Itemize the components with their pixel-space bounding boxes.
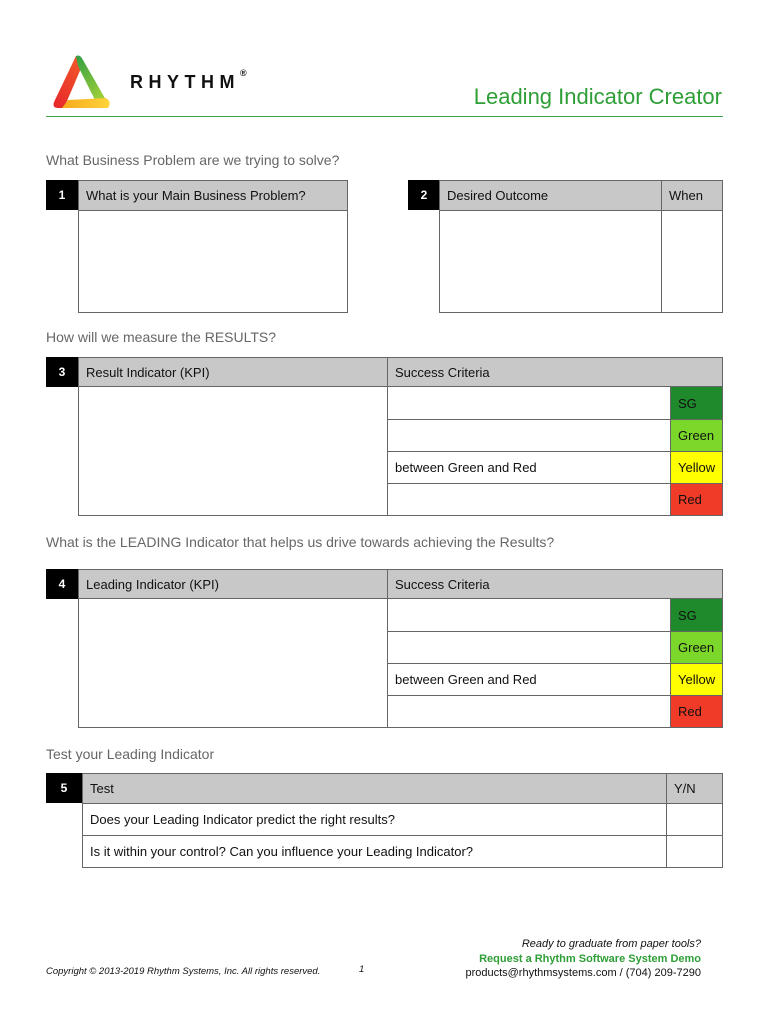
result-criteria-green[interactable] bbox=[387, 419, 671, 452]
table1-number-badge: 1 bbox=[46, 180, 78, 210]
result-indicator-field[interactable] bbox=[78, 386, 388, 516]
leading-criteria-sg[interactable] bbox=[387, 598, 671, 632]
status-cell-yellow: Yellow bbox=[670, 451, 723, 484]
table4-number-badge: 4 bbox=[46, 569, 78, 599]
leading-criteria-green[interactable] bbox=[387, 631, 671, 664]
page-number: 1 bbox=[359, 964, 365, 975]
rhythm-logo-icon bbox=[46, 52, 112, 112]
when-field[interactable] bbox=[661, 210, 723, 313]
question-business-problem: What Business Problem are we trying to solve? bbox=[46, 152, 340, 168]
leading-criteria-red[interactable] bbox=[387, 695, 671, 728]
header-divider bbox=[46, 116, 723, 117]
contact-info[interactable]: products@rhythmsystems.com / (704) 209-7290 bbox=[465, 967, 701, 979]
table1-header: What is your Main Business Problem? bbox=[78, 180, 348, 211]
document-title: Leading Indicator Creator bbox=[473, 84, 722, 109]
status-cell-red: Red bbox=[670, 695, 723, 728]
status-cell-yellow: Yellow bbox=[670, 663, 723, 696]
test-answer-1[interactable] bbox=[666, 803, 723, 836]
test-question-1: Does your Leading Indicator predict the right results? bbox=[82, 803, 667, 836]
table4-header-criteria: Success Criteria bbox=[387, 569, 723, 599]
table2-number-badge: 2 bbox=[408, 180, 440, 210]
table5-header-test: Test bbox=[82, 773, 667, 804]
status-cell-sg: SG bbox=[670, 598, 723, 632]
status-cell-red: Red bbox=[670, 483, 723, 516]
status-cell-sg: SG bbox=[670, 386, 723, 420]
leading-indicator-field[interactable] bbox=[78, 598, 388, 728]
result-criteria-sg[interactable] bbox=[387, 386, 671, 420]
footer-tagline: Ready to graduate from paper tools? bbox=[521, 938, 701, 950]
status-cell-green: Green bbox=[670, 631, 723, 664]
desired-outcome-field[interactable] bbox=[439, 210, 662, 313]
leading-criteria-yellow[interactable]: between Green and Red bbox=[387, 663, 671, 696]
table5-number-badge: 5 bbox=[46, 773, 82, 803]
table2-header-outcome: Desired Outcome bbox=[439, 180, 662, 211]
question-results: How will we measure the RESULTS? bbox=[46, 329, 277, 345]
status-cell-green: Green bbox=[670, 419, 723, 452]
table5-header-yn: Y/N bbox=[666, 773, 723, 804]
result-criteria-red[interactable] bbox=[387, 483, 671, 516]
table4-header-indicator: Leading Indicator (KPI) bbox=[78, 569, 388, 599]
table3-header-criteria: Success Criteria bbox=[387, 357, 723, 387]
result-criteria-yellow[interactable]: between Green and Red bbox=[387, 451, 671, 484]
table3-number-badge: 3 bbox=[46, 357, 78, 387]
test-answer-2[interactable] bbox=[666, 835, 723, 868]
test-question-2: Is it within your control? Can you influence your Leading Indicator? bbox=[82, 835, 667, 868]
question-leading-indicator: What is the LEADING Indicator that helps us drive towards achieving the Results? bbox=[46, 534, 555, 550]
copyright-notice: Copyright © 2013-2019 Rhythm Systems, Inc. All rights reserved. bbox=[46, 966, 321, 977]
brand-name: RHYTHM® bbox=[130, 68, 247, 92]
table3-header-indicator: Result Indicator (KPI) bbox=[78, 357, 388, 387]
table2-header-when: When bbox=[661, 180, 723, 211]
request-demo-link[interactable]: Request a Rhythm Software System Demo bbox=[479, 953, 701, 965]
main-business-problem-field[interactable] bbox=[78, 210, 348, 313]
question-test: Test your Leading Indicator bbox=[46, 746, 215, 762]
